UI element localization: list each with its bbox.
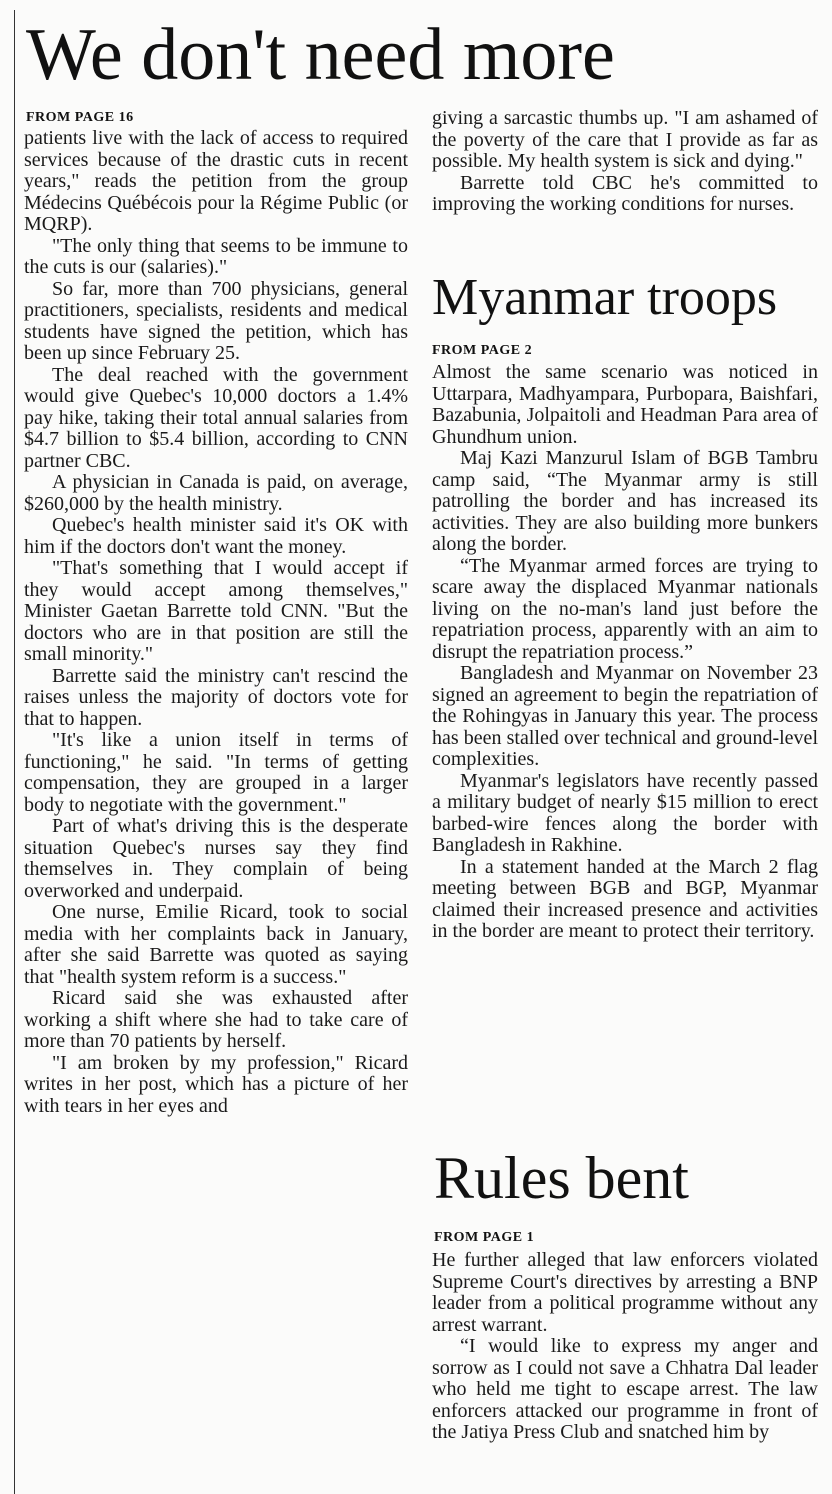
paragraph: "That's something that I would accept if they would accept among themselves," Minister Gaetan Barrette told CNN. "But the doctors who are in that position are still the small minority." [24, 557, 408, 665]
paragraph: “The Myanmar armed forces are trying to scare away the displaced Myanmar nationals living on the no-man's land just before the repatriation process, apparently with an aim to disrupt the repatriation process.” [432, 554, 818, 663]
jump-line-myanmar: FROM PAGE 2 [432, 343, 533, 358]
paragraph: patients live with the lack of access to required services because of the drastic cuts in recent years," reads the petition from the group Médecins Québécois pour la Régime Public (or MQRP). [24, 128, 408, 235]
paragraph: Part of what's driving this is the desperate situation Quebec's nurses say they find themselves in. They complain of being overworked and underpaid. [24, 815, 408, 902]
headline-rules-bent: Rules bent [434, 1145, 689, 1211]
paragraph: Myanmar's legislators have recently passed a military budget of nearly $15 million to erect barbed-wire fences along the border with Bangladesh in Rakhine. [432, 769, 818, 856]
column-rule [14, 10, 15, 1494]
paragraph: Almost the same scenario was noticed in Uttarpara, Madhyampara, Purbopara, Baishfari, Bazabunia, Jolpaitoli and Headman Para area of Ghundhum union. [432, 362, 818, 448]
paragraph: He further alleged that law enforcers violated Supreme Court's directives by arresting a BNP leader from a political programme without any arrest warrant. [432, 1250, 818, 1336]
paragraph: "It's like a union itself in terms of functioning," he said. "In terms of getting compensation, they are grouped in a larger body to negotiate with the government." [24, 729, 408, 816]
paragraph: A physician in Canada is paid, on average, $260,000 by the health ministry. [24, 471, 408, 515]
paragraph: "The only thing that seems to be immune to the cuts is our (salaries)." [24, 234, 408, 278]
paragraph: Maj Kazi Manzurul Islam of BGB Tambru camp said, “The Myanmar army is still patrolling the border and has increased its activities. They are also building more bunkers along the border. [432, 447, 818, 555]
paragraph: So far, more than 700 physicians, general practitioners, specialists, residents and medical students have signed the petition, which has been up since February 25. [24, 277, 408, 364]
headline-we-dont-need-more: We don't need more [26, 14, 615, 96]
paragraph: One nurse, Emilie Ricard, took to social media with her complaints back in January, after she said Barrette was quoted as saying that "health system reform is a success." [24, 901, 408, 988]
article-rules-column [432, 1250, 818, 1494]
paragraph: Quebec's health minister said it's OK with him if the doctors don't want the money. [24, 514, 408, 558]
paragraph: "I am broken by my profession," Ricard writes in her post, which has a picture of her with tears in her eyes and [24, 1051, 408, 1117]
paragraph: Barrette told CBC he's committed to improving the working conditions for nurses. [432, 171, 818, 215]
paragraph: “I would like to express my anger and sorrow as I could not save a Chhatra Dal leader who held me tight to escape arrest. The law enforcers attacked our programme in front of the Jatiya Press Club and snatched him by [432, 1335, 818, 1443]
article-continuation-right [432, 108, 818, 278]
paragraph: Barrette said the ministry can't rescind the raises unless the majority of doctors vote for that to happen. [24, 664, 408, 730]
paragraph: Ricard said she was exhausted after working a shift where she had to take care of more than 70 patients by herself. [24, 987, 408, 1052]
headline-myanmar-troops: Myanmar troops [432, 269, 778, 326]
paragraph: The deal reached with the government would give Quebec's 10,000 doctors a 1.4% pay hike, taking their total annual salaries from $4.7 billion to $5.4 billion, according to CNN partner CBC. [24, 363, 408, 472]
paragraph: In a statement handed at the March 2 flag meeting between BGB and BGP, Myanmar claimed their increased presence and activities in the border are meant to protect their territory. [432, 855, 818, 942]
jump-line-rules: FROM PAGE 1 [434, 1230, 535, 1245]
article-myanmar-column [432, 362, 818, 1142]
paragraph: Bangladesh and Myanmar on November 23 signed an agreement to begin the repatriation of the Rohingyas in January this year. The process has been stalled over technical and ground-level complexities. [432, 662, 818, 770]
paragraph: giving a sarcastic thumbs up. "I am ashamed of the poverty of the care that I provide as far as possible. My health system is sick and dying." [432, 108, 818, 172]
article-left-column [24, 128, 408, 1494]
jump-line-left: FROM PAGE 16 [26, 110, 134, 125]
